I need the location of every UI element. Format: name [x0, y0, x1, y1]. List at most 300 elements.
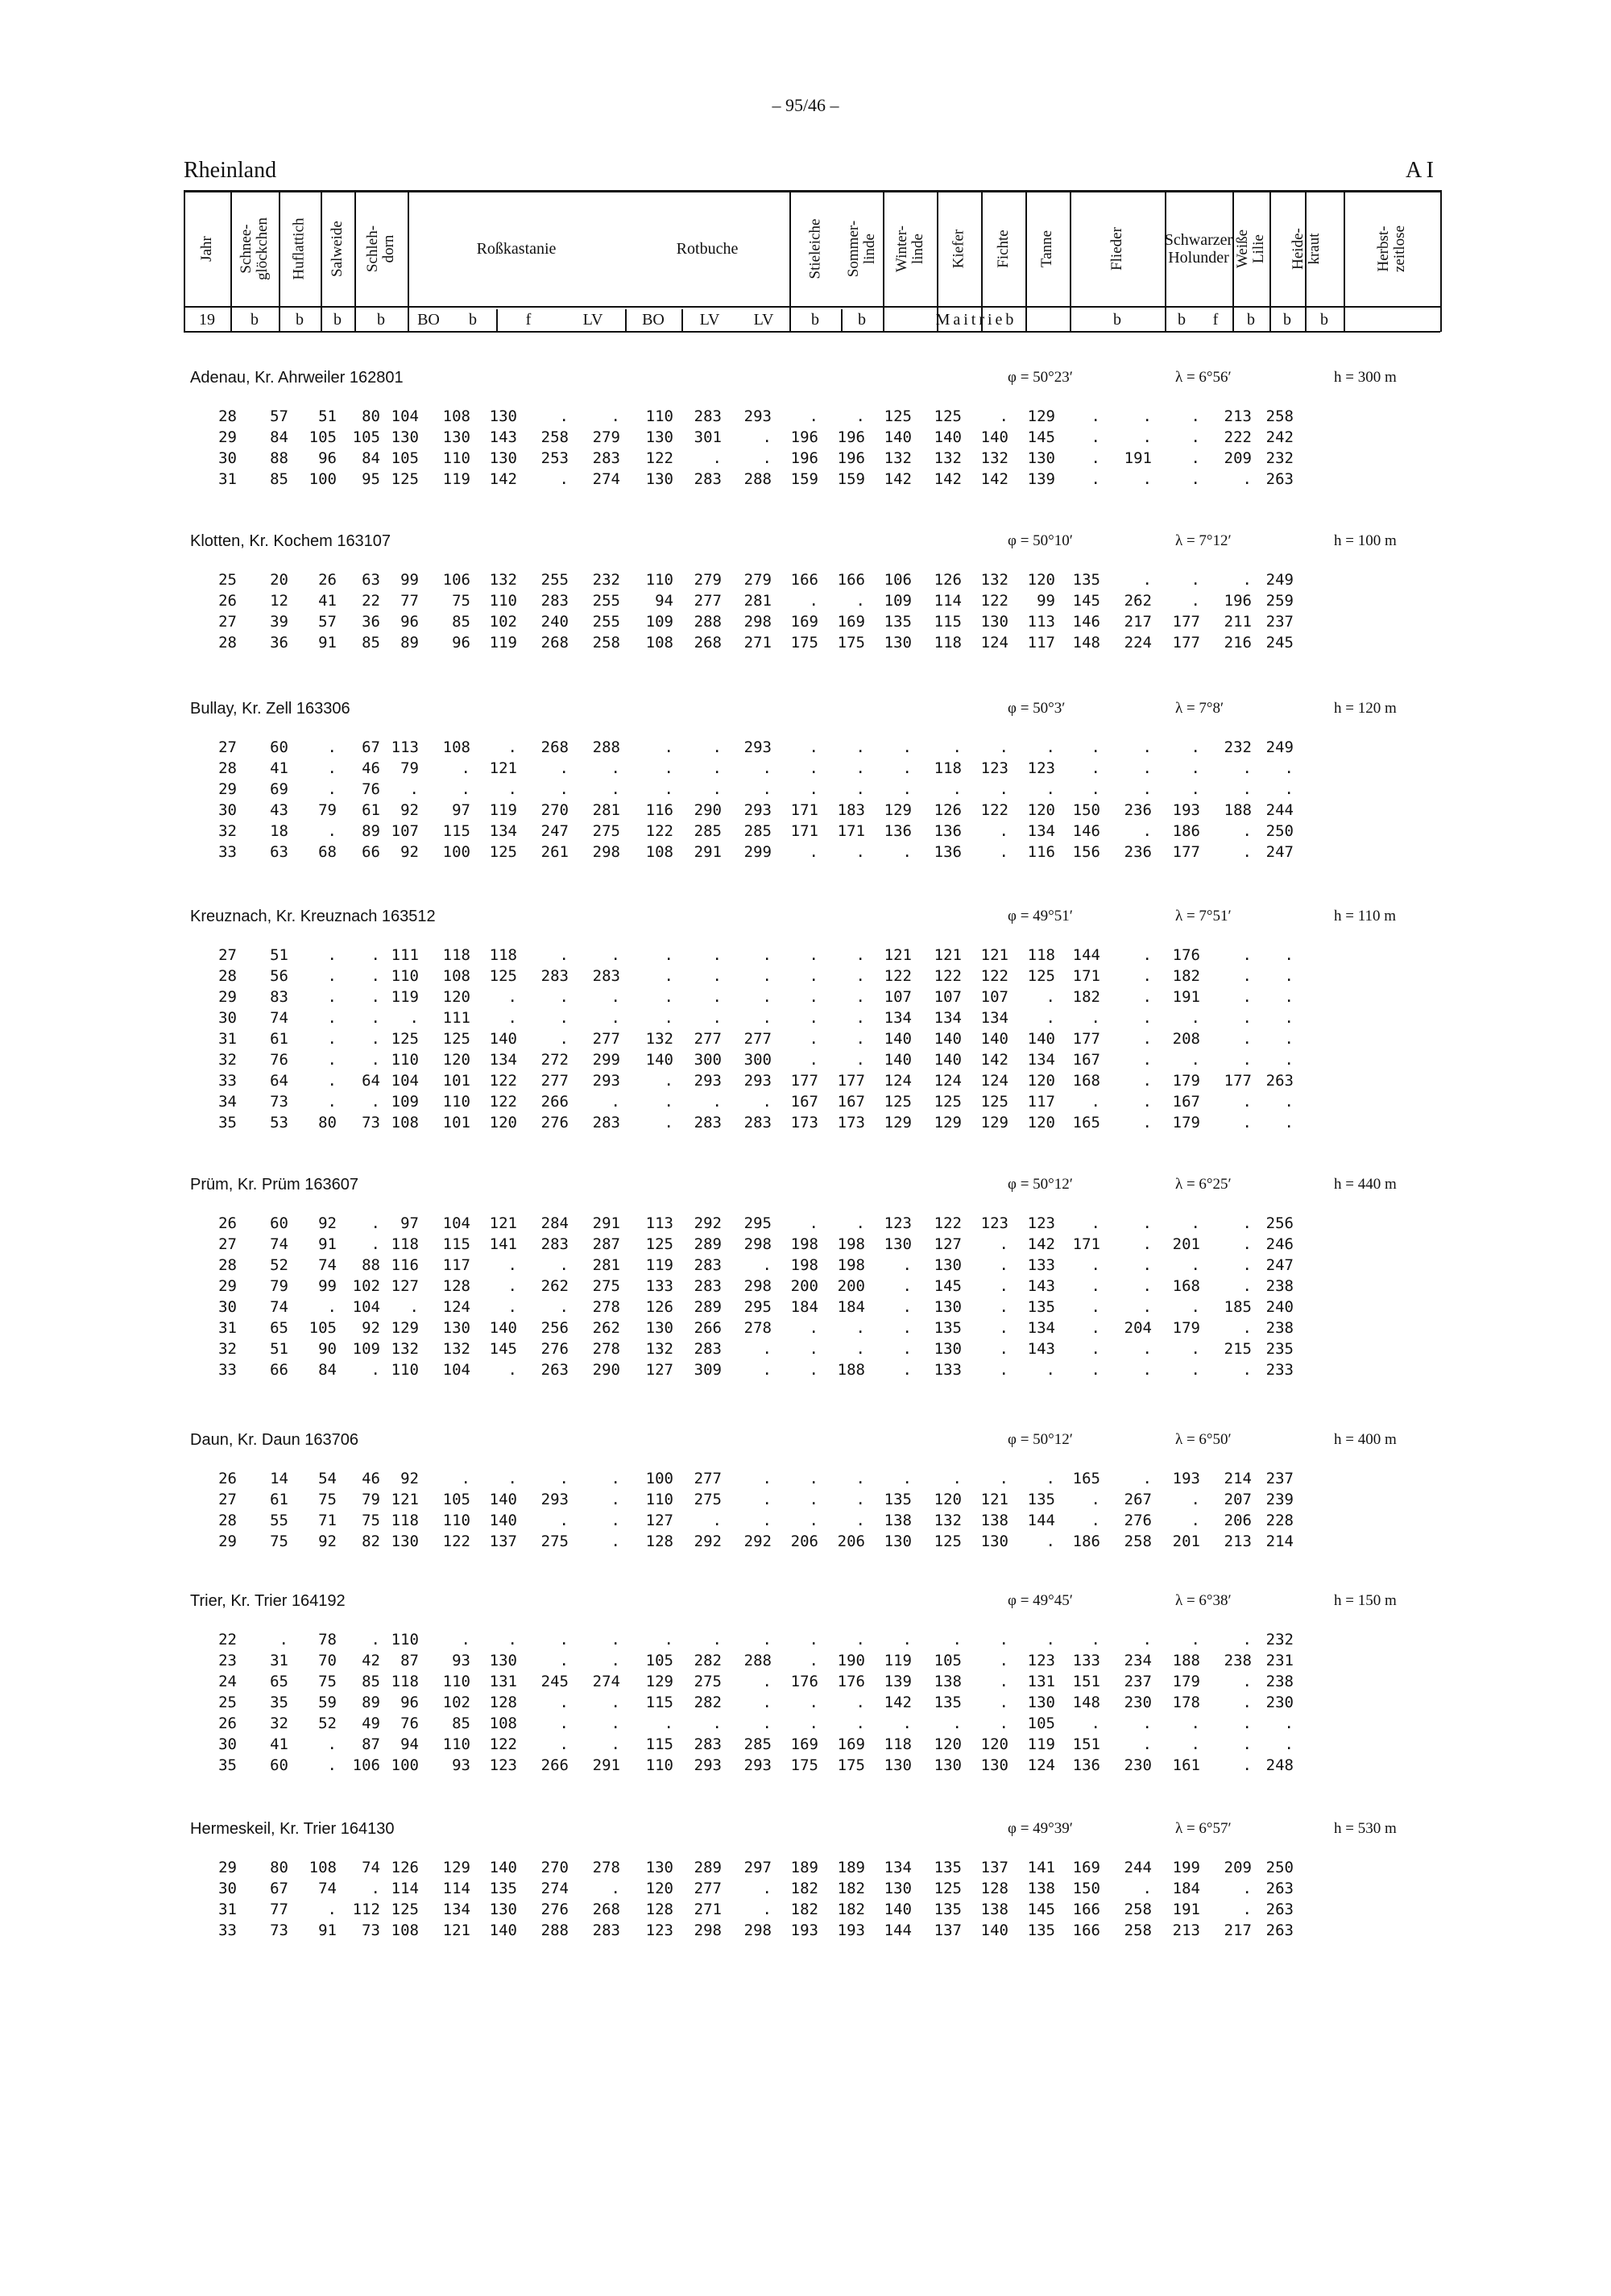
table-cell: 258 [1124, 1901, 1152, 1918]
table-cell: 118 [391, 1235, 419, 1253]
table-cell: . [762, 1361, 772, 1379]
table-cell: . [1284, 988, 1294, 1006]
table-cell: 79 [318, 801, 337, 819]
table-cell: 179 [1172, 1673, 1200, 1690]
table-cell: . [559, 1009, 569, 1027]
table-cell: 94 [655, 592, 673, 610]
table-cell: . [952, 1470, 962, 1487]
table-cell: . [371, 1009, 380, 1027]
table-cell: 105 [309, 1319, 337, 1337]
table-cell: 108 [442, 967, 470, 985]
table-cell: 283 [540, 592, 569, 610]
table-cell: 132 [489, 571, 517, 589]
table-cell: . [371, 1030, 380, 1048]
table-cell: 102 [489, 613, 517, 631]
table-cell: 127 [391, 1277, 419, 1295]
table-cell: 64 [270, 1072, 288, 1090]
header-col-14 [1165, 193, 1232, 304]
station-latitude: φ = 50°10′ [1008, 532, 1073, 549]
table-cell: 32 [270, 1715, 288, 1732]
table-cell: 145 [1027, 1901, 1055, 1918]
table-cell: 282 [694, 1652, 722, 1669]
table-cell: . [1191, 1009, 1200, 1027]
table-cell: . [809, 1319, 818, 1337]
header-unit-15: b [1113, 311, 1121, 329]
table-cell: . [952, 738, 962, 756]
table-cell: 232 [592, 571, 620, 589]
table-cell: . [664, 759, 673, 777]
table-cell: 91 [318, 634, 337, 652]
table-cell: 42 [362, 1652, 380, 1669]
table-cell: 100 [442, 843, 470, 861]
table-cell: 140 [489, 1922, 517, 1939]
header-col-label: Stieleiche [806, 218, 824, 279]
table-cell: 182 [837, 1901, 865, 1918]
table-cell: 61 [270, 1491, 288, 1508]
table-cell: . [1091, 449, 1100, 467]
table-cell: 130 [489, 1652, 517, 1669]
header-col-label: Schwarzer Holunder [1164, 231, 1233, 267]
table-cell: . [855, 1009, 865, 1027]
table-cell: 122 [489, 1735, 517, 1753]
table-cell: 22 [362, 592, 380, 610]
table-cell: 151 [1072, 1673, 1100, 1690]
table-cell: . [507, 1009, 517, 1027]
table-cell: 143 [489, 428, 517, 446]
table-cell: . [1191, 1735, 1200, 1753]
table-cell: 135 [1027, 1922, 1055, 1939]
table-cell: 110 [645, 571, 673, 589]
table-cell: 134 [934, 1009, 962, 1027]
table-cell: 276 [540, 1114, 569, 1131]
table-cell: . [611, 1470, 620, 1487]
table-cell: . [762, 1340, 772, 1358]
table-cell: 293 [743, 801, 772, 819]
table-cell: 132 [442, 1340, 470, 1358]
table-cell: 140 [980, 428, 1008, 446]
table-cell: 171 [790, 822, 818, 840]
table-cell: 109 [645, 613, 673, 631]
table-cell: . [611, 1735, 620, 1753]
table-cell: 185 [1224, 1298, 1252, 1316]
table-cell: 117 [1027, 634, 1055, 652]
table-cell: 119 [884, 1652, 912, 1669]
table-cell: 55 [270, 1512, 288, 1529]
table-cell: . [1242, 1319, 1252, 1337]
table-cell: . [1091, 1009, 1100, 1027]
table-cell: . [371, 1235, 380, 1253]
table-cell: . [611, 780, 620, 798]
table-cell: 196 [837, 428, 865, 446]
table-cell: . [1242, 571, 1252, 589]
table-cell: . [762, 428, 772, 446]
table-cell: 130 [442, 1319, 470, 1337]
table-cell: 142 [980, 470, 1008, 488]
table-cell: 120 [645, 1880, 673, 1897]
table-cell: 298 [694, 1922, 722, 1939]
table-cell: 144 [1072, 946, 1100, 964]
table-cell: 118 [1027, 946, 1055, 964]
table-cell: . [762, 1009, 772, 1027]
header-unit-19: b [1283, 311, 1291, 329]
table-cell: . [1242, 1214, 1252, 1232]
table-cell: 198 [790, 1235, 818, 1253]
table-cell: . [1191, 571, 1200, 589]
table-cell: . [1191, 1256, 1200, 1274]
table-cell: 301 [694, 428, 722, 446]
table-cell: 214 [1224, 1470, 1252, 1487]
table-cell: 279 [592, 428, 620, 446]
table-cell: 263 [1265, 1880, 1294, 1897]
table-cell: 130 [980, 613, 1008, 631]
table-cell: 125 [442, 1030, 470, 1048]
table-cell: 266 [540, 1093, 569, 1111]
table-cell: 283 [694, 1735, 722, 1753]
header-col-label: Fichte [994, 230, 1012, 268]
table-cell: 137 [980, 1859, 1008, 1876]
table-cell: 51 [318, 407, 337, 425]
table-cell: 167 [837, 1093, 865, 1111]
table-cell: . [1142, 967, 1152, 985]
table-cell: . [902, 1715, 912, 1732]
table-cell: . [559, 759, 569, 777]
table-cell: . [327, 1072, 337, 1090]
table-cell: . [559, 470, 569, 488]
table-cell: . [1191, 738, 1200, 756]
header-col-13 [1070, 193, 1165, 304]
table-cell: 198 [837, 1235, 865, 1253]
table-cell: 33 [218, 1361, 237, 1379]
table-cell: . [559, 407, 569, 425]
table-cell: 32 [218, 1051, 237, 1069]
table-cell: 122 [934, 967, 962, 985]
table-cell: . [1191, 407, 1200, 425]
header-unit-1: b [251, 311, 259, 329]
table-cell: 26 [218, 1214, 237, 1232]
table-cell: 255 [540, 571, 569, 589]
table-cell: 196 [790, 428, 818, 446]
table-cell: 176 [790, 1673, 818, 1690]
table-cell: . [1046, 780, 1055, 798]
table-cell: 127 [645, 1512, 673, 1529]
station-latitude: φ = 49°51′ [1008, 908, 1073, 925]
table-cell: 136 [934, 843, 962, 861]
table-cell: 104 [352, 1298, 380, 1316]
table-cell: 77 [400, 592, 419, 610]
table-cell: 132 [884, 449, 912, 467]
header-rule [184, 331, 1440, 333]
table-cell: 52 [318, 1715, 337, 1732]
table-cell: 30 [218, 1735, 237, 1753]
table-cell: . [1091, 428, 1100, 446]
table-cell: 120 [1027, 1114, 1055, 1131]
table-cell: 278 [592, 1340, 620, 1358]
table-cell: . [371, 1093, 380, 1111]
table-cell: . [507, 1298, 517, 1316]
table-cell: . [1142, 1114, 1152, 1131]
table-cell: . [1142, 1715, 1152, 1732]
table-cell: . [809, 1652, 818, 1669]
table-cell: 125 [489, 967, 517, 985]
table-cell: . [1242, 1756, 1252, 1774]
station-latitude: φ = 50°23′ [1008, 369, 1073, 386]
table-cell: 268 [592, 1901, 620, 1918]
table-cell: 278 [592, 1859, 620, 1876]
table-cell: . [855, 843, 865, 861]
table-cell: . [712, 1715, 722, 1732]
header-unit-16: b [1178, 311, 1186, 329]
table-cell: 125 [980, 1093, 1008, 1111]
table-cell: 207 [1224, 1491, 1252, 1508]
table-cell: 26 [218, 1715, 237, 1732]
table-cell: 135 [884, 1491, 912, 1508]
station-height: h = 440 m [1334, 1176, 1397, 1193]
table-cell: . [762, 967, 772, 985]
table-cell: 129 [391, 1319, 419, 1337]
header-unit-9: BO [642, 311, 665, 329]
table-cell: 76 [270, 1051, 288, 1069]
table-cell: 110 [391, 967, 419, 985]
table-cell: . [1284, 1715, 1294, 1732]
table-cell: . [809, 1340, 818, 1358]
table-cell: 79 [400, 759, 419, 777]
table-cell: 30 [218, 1298, 237, 1316]
table-cell: 39 [270, 613, 288, 631]
table-cell: 238 [1265, 1319, 1294, 1337]
table-cell: 41 [270, 759, 288, 777]
table-cell: 125 [645, 1235, 673, 1253]
table-cell: 234 [1124, 1652, 1152, 1669]
table-cell: 130 [442, 428, 470, 446]
table-cell: . [1284, 759, 1294, 777]
table-cell: 108 [309, 1859, 337, 1876]
table-cell: 114 [934, 592, 962, 610]
table-cell: 102 [352, 1277, 380, 1295]
table-cell: 242 [1265, 428, 1294, 446]
table-cell: 74 [270, 1235, 288, 1253]
header-unit-8: LV [582, 311, 603, 329]
station-title: Kreuznach, Kr. Kreuznach 163512 [190, 908, 436, 925]
table-cell: 115 [442, 822, 470, 840]
table-cell: 206 [837, 1533, 865, 1550]
table-cell: 35 [270, 1694, 288, 1711]
table-cell: 238 [1265, 1277, 1294, 1295]
table-cell: 186 [1172, 822, 1200, 840]
table-cell: . [1191, 1512, 1200, 1529]
table-cell: . [1091, 780, 1100, 798]
table-cell: 138 [1027, 1880, 1055, 1897]
table-cell: . [611, 1880, 620, 1897]
table-cell: . [762, 988, 772, 1006]
table-cell: 118 [489, 946, 517, 964]
table-cell: 130 [489, 449, 517, 467]
table-cell: 120 [1027, 801, 1055, 819]
table-cell: . [1142, 1214, 1152, 1232]
table-cell: 85 [270, 470, 288, 488]
table-cell: . [762, 780, 772, 798]
table-cell: . [855, 1214, 865, 1232]
table-cell: 230 [1124, 1756, 1152, 1774]
table-cell: . [902, 1470, 912, 1487]
table-cell: 140 [1027, 1030, 1055, 1048]
table-cell: . [371, 946, 380, 964]
table-cell: 213 [1224, 407, 1252, 425]
table-cell: 122 [884, 967, 912, 985]
table-cell: . [999, 1319, 1008, 1337]
table-cell: 108 [645, 843, 673, 861]
table-cell: 213 [1224, 1533, 1252, 1550]
table-cell: 30 [218, 1009, 237, 1027]
table-cell: 188 [1172, 1652, 1200, 1669]
table-cell: 140 [489, 1512, 517, 1529]
table-cell: 119 [1027, 1735, 1055, 1753]
table-cell: 161 [1172, 1756, 1200, 1774]
table-cell: 46 [362, 759, 380, 777]
table-cell: . [559, 1715, 569, 1732]
table-cell: . [559, 1030, 569, 1048]
header-rule [184, 190, 1440, 192]
table-cell: 92 [400, 1470, 419, 1487]
table-cell: . [1191, 428, 1200, 446]
table-cell: 283 [694, 1114, 722, 1131]
table-cell: 282 [694, 1694, 722, 1711]
station-title: Trier, Kr. Trier 164192 [190, 1592, 346, 1610]
table-cell: 288 [743, 1652, 772, 1669]
header-unit-13: b [858, 311, 866, 329]
table-cell: 91 [318, 1235, 337, 1253]
table-cell: 108 [645, 634, 673, 652]
table-cell: 245 [540, 1673, 569, 1690]
table-cell: 290 [694, 801, 722, 819]
table-cell: 74 [318, 1880, 337, 1897]
table-cell: 130 [645, 428, 673, 446]
table-cell: 138 [980, 1512, 1008, 1529]
table-cell: 173 [790, 1114, 818, 1131]
table-cell: 73 [270, 1093, 288, 1111]
table-cell: . [327, 738, 337, 756]
table-cell: 283 [592, 967, 620, 985]
table-cell: 87 [362, 1735, 380, 1753]
table-cell: 134 [489, 822, 517, 840]
table-cell: 262 [592, 1319, 620, 1337]
table-cell: 22 [218, 1631, 237, 1649]
table-cell: . [371, 967, 380, 985]
table-cell: 26 [318, 571, 337, 589]
table-cell: 277 [694, 1030, 722, 1048]
table-cell: 123 [884, 1214, 912, 1232]
table-cell: 31 [270, 1652, 288, 1669]
table-cell: 28 [218, 967, 237, 985]
table-cell: 76 [400, 1715, 419, 1732]
region-title: Rheinland [184, 158, 277, 183]
table-cell: 122 [489, 1072, 517, 1090]
header-col-label: Tanne [1038, 230, 1056, 268]
table-cell: . [1091, 1512, 1100, 1529]
table-cell: 105 [1027, 1715, 1055, 1732]
station-longitude: λ = 7°51′ [1175, 908, 1232, 925]
table-cell: 107 [980, 988, 1008, 1006]
table-cell: 196 [1224, 592, 1252, 610]
table-cell: 214 [1265, 1533, 1294, 1550]
series-label: A I [1406, 158, 1434, 183]
table-cell: . [559, 1652, 569, 1669]
table-cell: . [559, 1631, 569, 1649]
table-cell: 281 [592, 1256, 620, 1274]
header-unit-2: b [296, 311, 304, 329]
table-cell: . [855, 988, 865, 1006]
table-cell: . [611, 1715, 620, 1732]
table-cell: . [1142, 738, 1152, 756]
table-cell: 283 [540, 1235, 569, 1253]
table-cell: 34 [218, 1093, 237, 1111]
table-cell: . [664, 967, 673, 985]
table-cell: 118 [391, 1512, 419, 1529]
table-cell: . [611, 1491, 620, 1508]
table-cell: 104 [391, 407, 419, 425]
table-cell: . [664, 1631, 673, 1649]
table-cell: 25 [218, 571, 237, 589]
table-cell: . [1191, 1361, 1200, 1379]
table-cell: 96 [318, 449, 337, 467]
table-cell: . [559, 1298, 569, 1316]
table-cell: 125 [934, 1533, 962, 1550]
table-cell: . [409, 780, 419, 798]
table-cell: 284 [540, 1214, 569, 1232]
table-cell: 148 [1072, 634, 1100, 652]
table-cell: 53 [270, 1114, 288, 1131]
table-cell: 130 [489, 407, 517, 425]
table-cell: 130 [1027, 449, 1055, 467]
table-cell: 31 [218, 1901, 237, 1918]
table-cell: 123 [980, 759, 1008, 777]
table-cell: 247 [1265, 1256, 1294, 1274]
table-cell: 268 [540, 738, 569, 756]
table-cell: 292 [743, 1533, 772, 1550]
table-cell: 123 [489, 1756, 517, 1774]
table-cell: 31 [218, 1030, 237, 1048]
table-cell: 145 [1027, 428, 1055, 446]
table-cell: . [1091, 1361, 1100, 1379]
table-cell: 156 [1072, 843, 1100, 861]
table-cell: 30 [218, 449, 237, 467]
table-cell: . [1142, 470, 1152, 488]
table-cell: . [461, 1631, 470, 1649]
table-cell: 130 [980, 1756, 1008, 1774]
table-cell: 285 [694, 822, 722, 840]
table-cell: . [1242, 470, 1252, 488]
table-cell: 136 [1072, 1756, 1100, 1774]
table-cell: 35 [218, 1114, 237, 1131]
table-cell: 130 [934, 1340, 962, 1358]
table-cell: . [902, 1319, 912, 1337]
table-cell: 94 [400, 1735, 419, 1753]
table-cell: 169 [790, 1735, 818, 1753]
table-cell: 99 [400, 571, 419, 589]
table-cell: . [902, 1340, 912, 1358]
table-cell: 293 [694, 1072, 722, 1090]
table-cell: 33 [218, 1072, 237, 1090]
table-cell: 122 [442, 1533, 470, 1550]
table-cell: 93 [452, 1652, 470, 1669]
table-cell: 121 [980, 946, 1008, 964]
table-cell: . [327, 1009, 337, 1027]
table-cell: 182 [790, 1880, 818, 1897]
table-cell: 206 [790, 1533, 818, 1550]
header-col-label: Huflattich [291, 217, 308, 280]
table-cell: 182 [1172, 967, 1200, 985]
header-col-16 [1269, 193, 1344, 304]
table-cell: 146 [1072, 822, 1100, 840]
